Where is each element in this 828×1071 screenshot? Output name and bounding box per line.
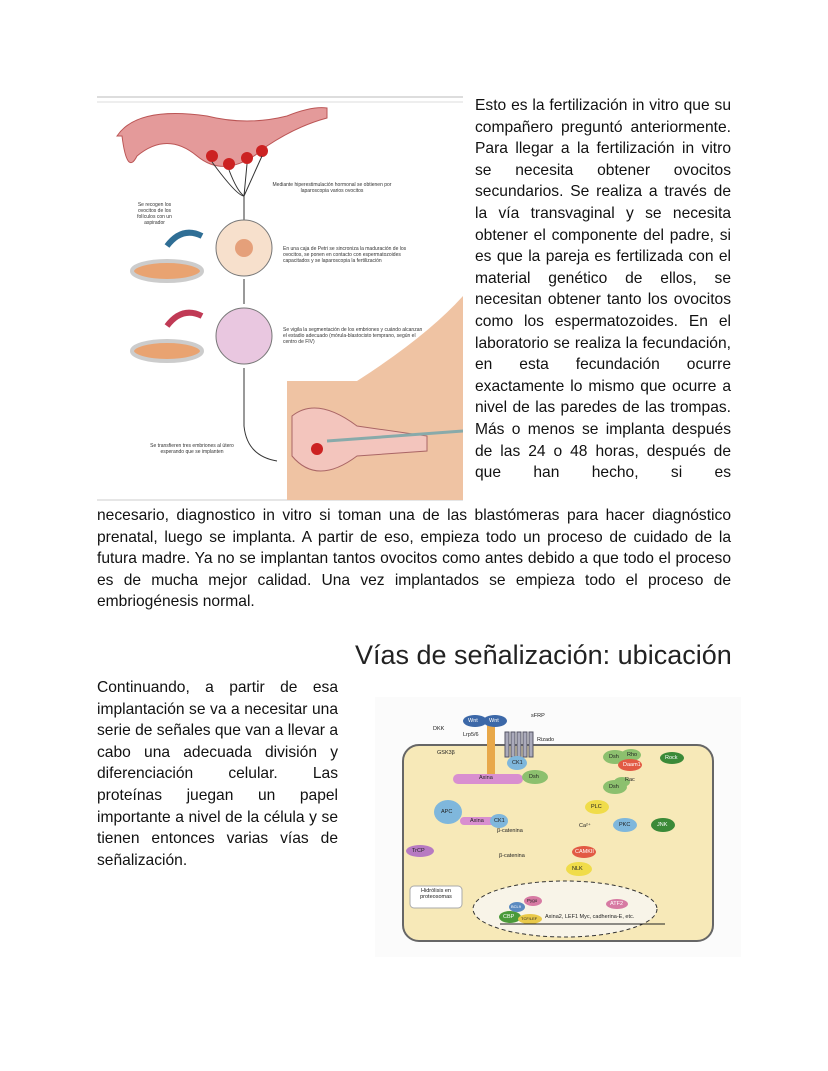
- pkc-label: PKC: [619, 822, 631, 828]
- figure-label: En una caja de Petri se sincroniza la maduración de los ovocitos, se ponen en contacto con espermatozoides capacitados y se laparoscopia la fertilización: [283, 246, 407, 264]
- nlk-label: NLK: [572, 866, 583, 872]
- calcium-label: Ca²⁺: [579, 823, 591, 829]
- wnt-label: Wnt: [468, 718, 478, 724]
- apc-label: APC: [441, 809, 453, 815]
- daam-label: Daam1: [623, 762, 641, 768]
- beta-catenin-label: β-catenina: [499, 853, 525, 859]
- dkk-label: DKK: [433, 726, 445, 732]
- rock-label: Rock: [665, 755, 678, 761]
- dsh-label: Dsh: [609, 784, 619, 790]
- cbp-label: CBP: [503, 914, 515, 920]
- dsh-label: Dsh: [529, 774, 539, 780]
- paragraph-ivf-part2: necesario, diagnostico in vitro si toman una de las blastómeras para hacer diagnóstico prenatal, luego se implanta. A partir de eso, empieza todo un proceso de cuidado de la futura madre. Ya no se implantan tantos ovocitos como antes debido a que todo el proceso es de mucha mejor calidad. Una vez implantados se empieza todo el proceso de embriogénesis normal.: [97, 507, 731, 611]
- jnk-label: JNK: [657, 822, 668, 828]
- ck1-label: CK1: [512, 760, 523, 766]
- nucleus: [473, 881, 657, 937]
- figure-label: Se recogen los ovocitos de los folículos con un aspirador: [137, 202, 172, 226]
- ivf-illustration: [97, 96, 463, 502]
- wnt-signaling-diagram: [375, 697, 741, 957]
- figure-label: Se vigila la segmentación de los embriones y cuándo alcanzan el estadio adecuado (mórula-blastocisto temprano, según el centro de FIV): [283, 327, 423, 345]
- pygo-label: Pygo: [527, 898, 538, 903]
- petri-dish-icon: [132, 261, 202, 281]
- section-heading: Vías de señalización: ubicación: [355, 640, 732, 670]
- rho-label: Rho: [627, 752, 638, 758]
- petri-dish-icon: [132, 341, 202, 361]
- bcl9-label: BCL9: [511, 904, 522, 909]
- ck1-label: CK1: [494, 818, 505, 824]
- tcf-label: TCF/LEF: [521, 916, 538, 921]
- camk-label: CAMKII: [575, 849, 594, 855]
- dsh-label: Dsh: [609, 754, 619, 760]
- beta-catenin-label: β-catenina: [497, 828, 523, 834]
- rizado-label: Rizado: [537, 737, 555, 743]
- ovary-icon: [117, 108, 327, 167]
- ivf-diagram: [97, 96, 463, 502]
- axina-label: Axina: [479, 775, 493, 781]
- figure-label: Mediante hiperestimulación hormonal se obtienen por laparoscopia varios ovocitos: [272, 182, 392, 194]
- lrp-label: Lrp5/6: [463, 732, 479, 738]
- plc-label: PLC: [591, 804, 602, 810]
- atf2-label: ATF2: [610, 901, 624, 907]
- axina-label: Axina: [470, 818, 484, 824]
- paragraph-ivf-part1: Esto es la fertilización in vitro que su compañero preguntó anteriormente. Para llegar a la fertilización in vitro se necesita obtener ovocitos secundarios. Se realiza a través de la vía transvaginal y se necesita obtener el componente del padre, si es que la pareja es fertilizada con el material genético de ellos, se necesitan obtener tanto los ovocitos como los espermatozoides. En el laboratorio se realiza la fecundación, en esta fecundación ocurre exactamente lo mismo que ocurre a nivel de las paredes de las trompas. Más o menos se implanta después de las 24 o 48 horas, después de que han hecho, si es: [475, 97, 731, 482]
- paragraph-signaling: Continuando, a partir de esa implantación se va a necesitar una serie de señales que van a llevar a cabo una adecuada división y diferenciación celular. Las proteínas juegan un papel importante a nivel de la célula y se tienen entonces varias vías de señalización.: [97, 679, 338, 869]
- wnt-label: Wnt: [489, 718, 499, 724]
- target-genes-label: Axina2, LEF1 Myc, cadherina-E, etc.: [545, 914, 635, 920]
- embryo-icon: [216, 308, 272, 364]
- gsk-label: GSK3β: [437, 750, 455, 756]
- figure-label: Se transfieren tres embriones al útero esperando que se implanten: [150, 443, 234, 455]
- trcp-label: TrCP: [412, 848, 425, 854]
- hydrolysis-label: Hidrólisis en proteosomas: [420, 888, 452, 900]
- rac-label: Rac: [625, 777, 635, 783]
- sfrp-label: sFRP: [531, 713, 545, 719]
